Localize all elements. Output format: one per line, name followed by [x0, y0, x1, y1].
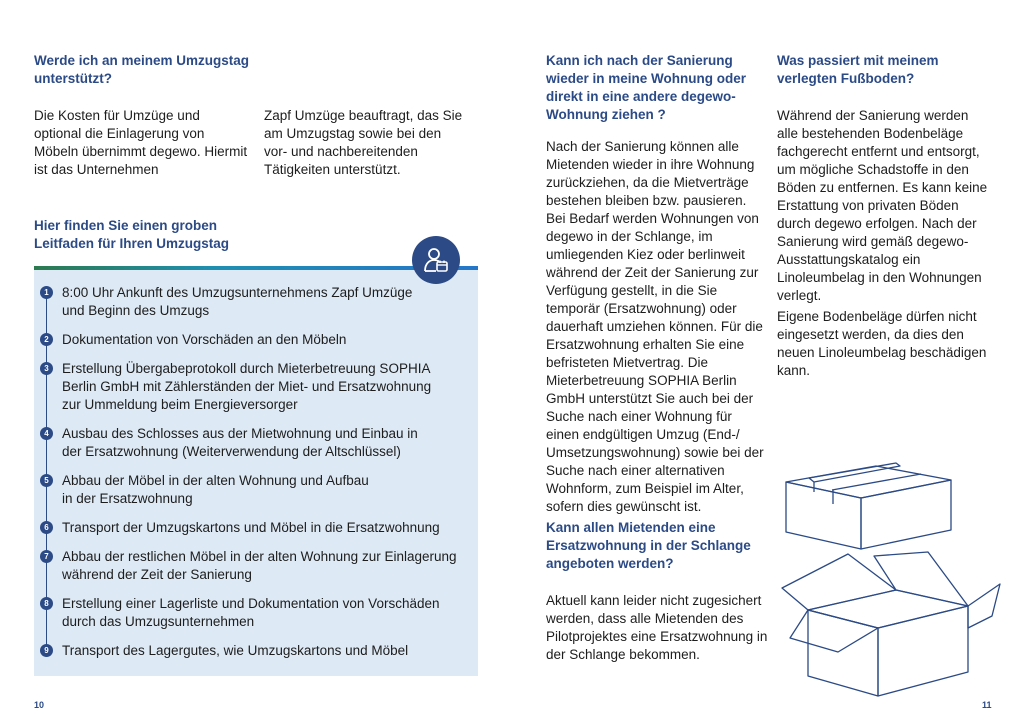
step-number: 5	[40, 474, 53, 487]
person-calendar-icon	[412, 236, 460, 284]
open-box-icon	[778, 548, 1008, 700]
page-number-right: 11	[982, 700, 992, 710]
step-number: 8	[40, 597, 53, 610]
return-after-renovation-text: Nach der Sanierung können alle Mietenden wieder in ihre Wohnung zurückziehen, da die Mietverträge bestehen bleiben bzw. pausieren. Bei Bedarf werden Wohnungen von degewo in der Schlange, im umliegenden Kiez oder berlinweit während der Zeit der Sanierung zur Verfügung gestellt, in die Sie temporär (Ersatzwohnung) oder dauerhaft umziehen können. Für die Ersatzwohnung erhalten Sie eine befristeten Mietvertrag. Die Mieterbetreuung SOPHIA Berlin GmbH unterstützt Sie auch bei der Suche nach einer Wohnung für einen endgültigen Umzug (End-/ Umsetzungswohnung) sowie bei der Suche nach einer alternativen Wohnform, zum Beispiel im Alter, sofern dies gewünscht ist.	[546, 139, 764, 514]
step-number: 2	[40, 333, 53, 346]
closed-box-icon	[776, 452, 961, 552]
heading-moving-day: Werde ich an meinem Umzugstag unterstützt?	[34, 53, 250, 86]
step-number: 1	[40, 286, 53, 299]
step-item	[40, 595, 447, 631]
step-number: 7	[40, 550, 53, 563]
step-number: 6	[40, 521, 53, 534]
heading-guide: Hier finden Sie einen groben Leitfaden für Ihren Umzugstag	[34, 218, 230, 251]
step-item	[40, 360, 442, 414]
step-number: 9	[40, 644, 53, 657]
step-text: Abbau der restlichen Möbel in der alten Wohnung zur Einlagerung während der Zeit der Sanierung	[62, 549, 457, 582]
step-item	[40, 331, 462, 349]
replacement-apartment-text: Aktuell kann leider nicht zugesichert werden, dass alle Mietenden des Pilotprojektes eine Ersatzwohnung in der Schlange bekommen.	[546, 593, 768, 662]
heading-replacement-apartment: Kann allen Mietenden eine Ersatzwohnung in der Schlange angeboten werden?	[546, 520, 751, 571]
heading-return-after-renovation: Kann ich nach der Sanierung wieder in meine Wohnung oder direkt in eine andere degewo-Wohnung ziehen ?	[546, 53, 747, 122]
step-text: Ausbau des Schlosses aus der Mietwohnung und Einbau in der Ersatzwohnung (Weiterverwendung der Altschlüssel)	[62, 426, 418, 459]
step-item	[40, 472, 382, 508]
step-text: Erstellung Übergabeprotokoll durch Mieterbetreuung SOPHIA Berlin GmbH mit Zählerständen der Miet- und Ersatzwohnung zur Ummeldung beim Energieversorger	[62, 361, 432, 412]
step-item	[40, 519, 462, 537]
page-number-left: 10	[34, 700, 45, 710]
step-text: Transport des Lagergutes, wie Umzugskartons und Möbel	[62, 643, 409, 658]
step-item	[40, 284, 422, 320]
step-number: 4	[40, 427, 53, 440]
flooring-text-2: Eigene Bodenbeläge dürfen nicht eingesetzt werden, da dies den neuen Linoleumbelag beschädigen kann.	[777, 309, 987, 378]
step-text: 8:00 Uhr Ankunft des Umzugsunternehmens Zapf Umzüge und Beginn des Umzugs	[62, 285, 413, 318]
guide-divider	[34, 266, 478, 270]
step-item	[40, 642, 462, 660]
step-item	[40, 548, 462, 584]
step-number: 3	[40, 362, 53, 375]
step-text: Dokumentation von Vorschäden an den Möbeln	[62, 332, 347, 347]
step-item	[40, 425, 422, 461]
step-text: Transport der Umzugskartons und Möbel in die Ersatzwohnung	[62, 520, 440, 535]
heading-flooring: Was passiert mit meinem verlegten Fußboden?	[777, 53, 939, 86]
intro-column-2: Zapf Umzüge beauftragt, das Sie am Umzugstag sowie bei den vor- und nachbereitenden Tätigkeiten unterstützt.	[264, 108, 463, 177]
flooring-text-1: Während der Sanierung werden alle bestehenden Bodenbeläge fachgerecht entfernt und entsorgt, um mögliche Schadstoffe in den Böden zu entfernen. Es kann keine Erstattung von privaten Böden durch degewo erfolgen. Nach der Sanierung wird gemäß degewo-Ausstattungskatalog ein Linoleumbelag in den Wohnungen verlegt.	[777, 108, 988, 303]
intro-column-1: Die Kosten für Umzüge und optional die Einlagerung von Möbeln übernimmt degewo. Hiermit ist das Unternehmen	[34, 108, 248, 177]
step-text: Erstellung einer Lagerliste und Dokumentation von Vorschäden durch das Umzugsunternehmen	[62, 596, 440, 629]
step-text: Abbau der Möbel in der alten Wohnung und Aufbau in der Ersatzwohnung	[62, 473, 369, 506]
